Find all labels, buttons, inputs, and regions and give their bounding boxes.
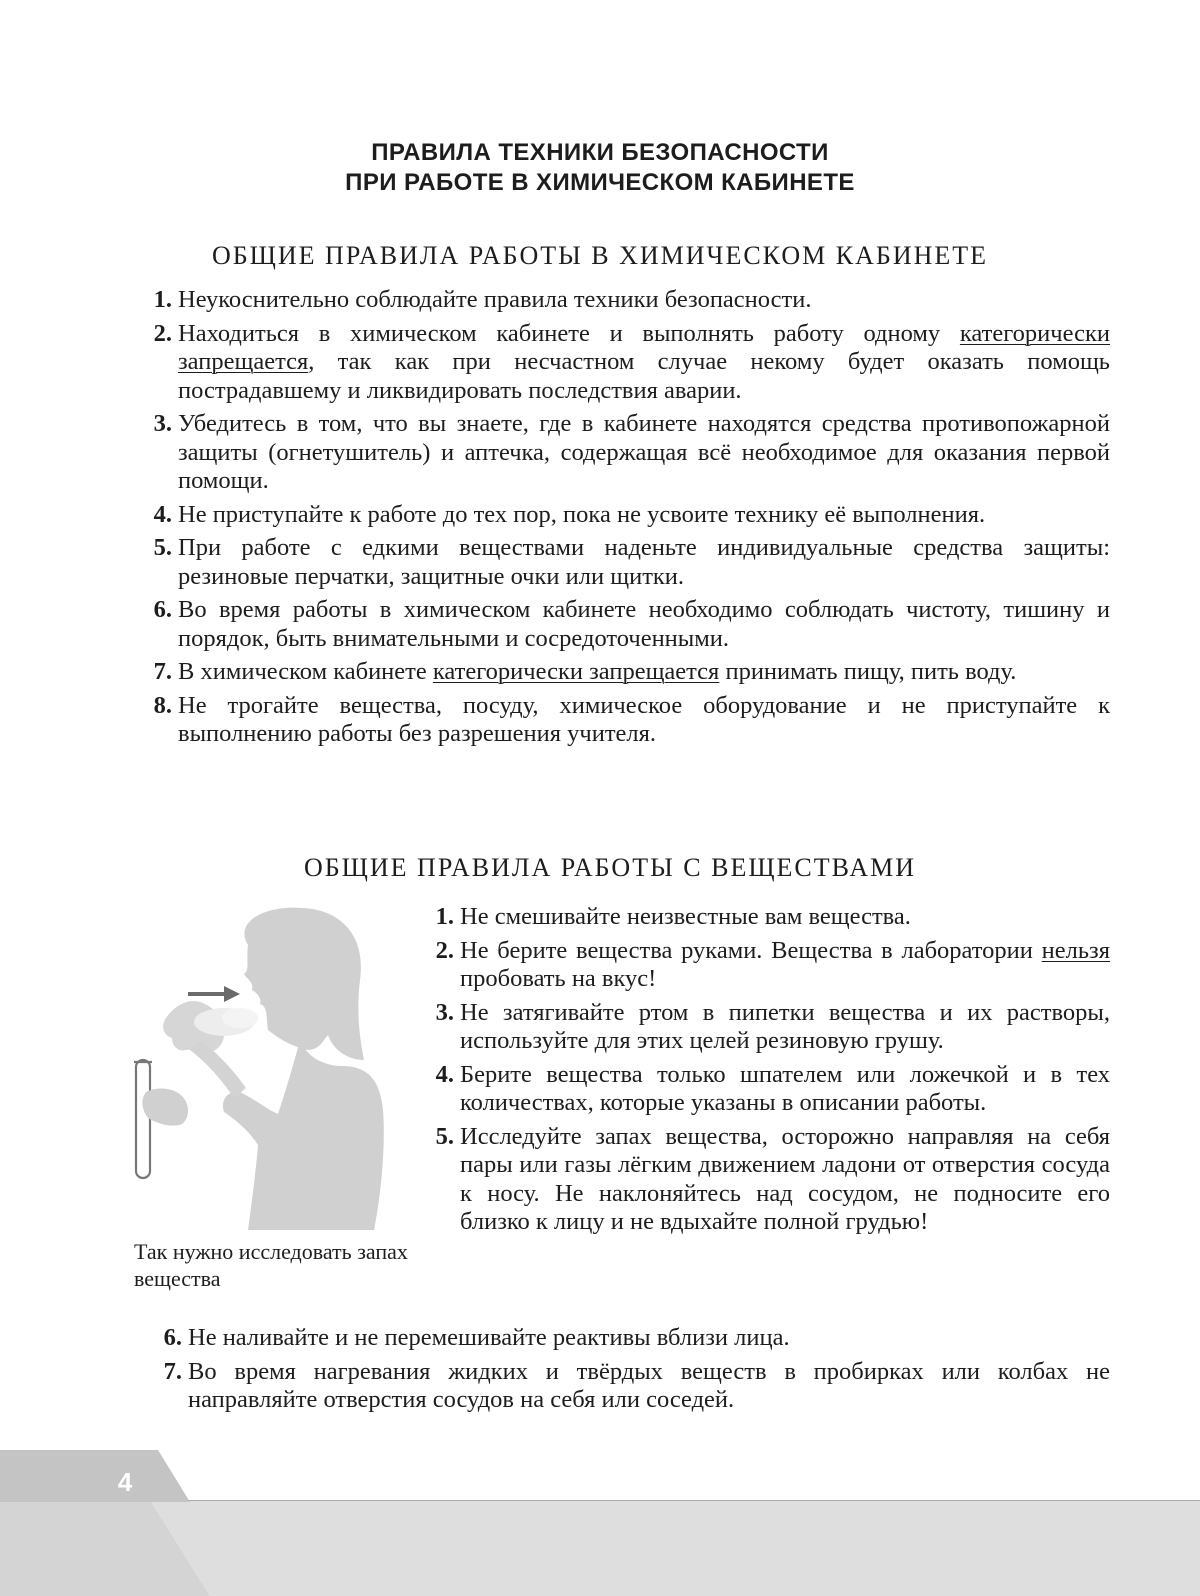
emphasis-underline: категорически запрещается bbox=[178, 319, 1110, 375]
page-number: 4 bbox=[117, 1467, 133, 1497]
list-item-text: Во время нагревания жидких и твёрдых веществ в пробирках или колбах не направляйте отверстия сосудов на себя или соседей. bbox=[188, 1357, 1110, 1413]
list-item-number: 2. bbox=[153, 319, 172, 347]
emphasis-underline: категорически запрещается bbox=[432, 658, 720, 685]
arrow-icon bbox=[188, 986, 240, 1002]
list-item-text: Неукоснительно соблюдайте правила техники безопасности. bbox=[178, 286, 812, 313]
list-item-text: Убедитесь в том, что вы знаете, где в кабинете находятся средства противопожарной защиты (огнетушитель) и аптечка, содержащая всё необходимое для оказания первой помощи. bbox=[178, 410, 1110, 494]
list-item-text: Не трогайте вещества, посуду, химическое оборудование и не приступайте к выполнению работы без разрешения учителя. bbox=[178, 691, 1110, 747]
list-item-number: 3. bbox=[153, 410, 172, 437]
list-item-text: Исследуйте запах вещества, осторожно направляя на себя пары или газы лёгким движением ладони от отверстия сосуда к носу. Не наклоняйтесь над сосудом, не подносите его близко к лицу и не вдыхайте полной грудью! bbox=[460, 1122, 1110, 1235]
figure-caption: Так нужно исследовать запах вещества bbox=[134, 1239, 408, 1291]
list-item bbox=[153, 319, 1110, 406]
list-item bbox=[163, 1324, 1110, 1353]
page-title bbox=[0, 138, 1200, 198]
list-item-text: Во время работы в химическом кабинете необходимо соблюдать чистоту, тишину и порядок, быть внимательными и сосредоточенными. bbox=[178, 596, 1110, 652]
list-item bbox=[435, 903, 1110, 932]
list-item bbox=[435, 1060, 1110, 1118]
list-item-text: Не затягивайте ртом в пипетки вещества и их растворы, используйте для этих целей резиновую грушу. bbox=[460, 998, 1110, 1054]
list-item-text: Не наливайте и не перемешивайте реактивы вблизи лица. bbox=[188, 1324, 790, 1351]
list-item-number: 4. bbox=[153, 500, 172, 528]
list-item-text: Не приступайте к работе до тех пор, пока не усвоите технику её выполнения. bbox=[178, 500, 986, 528]
list-item-number: 5. bbox=[435, 1122, 454, 1150]
list-item-text: В химическом кабинете категорически запрещается принимать пищу, пить воду. bbox=[178, 658, 1017, 685]
list-item-text: При работе с едкими веществами наденьте индивидуальные средства защиты: резиновые перчатки, защитные очки или щитки. bbox=[178, 534, 1110, 590]
list-item-number: 6. bbox=[163, 1324, 182, 1351]
list-item bbox=[153, 410, 1110, 496]
head-silhouette bbox=[244, 908, 364, 1060]
emphasis-underline: нельзя bbox=[1041, 936, 1110, 964]
list-item-number: 1. bbox=[435, 903, 454, 930]
list-item-number: 4. bbox=[435, 1060, 454, 1088]
list-item-text: Находиться в химическом кабинете и выполнять работу одному категорически запрещается, так как при несчастном случае некому будет оказать помощь пострадавшему и ликвидировать последствия аварии. bbox=[178, 319, 1110, 404]
list-item-number: 5. bbox=[153, 534, 172, 561]
footer-band bbox=[0, 1500, 1200, 1596]
list-item bbox=[153, 286, 1110, 315]
substance-rules-list-beside-figure bbox=[435, 903, 1110, 1242]
section-heading-lab-rules: ОБЩИЕ ПРАВИЛА РАБОТЫ В ХИМИЧЕСКОМ КАБИНЕТЕ bbox=[211, 241, 989, 270]
page-title-line-2: ПРИ РАБОТЕ В ХИМИЧЕСКОМ КАБИНЕТЕ bbox=[345, 169, 855, 196]
list-item bbox=[435, 1122, 1110, 1237]
list-item bbox=[435, 936, 1110, 994]
list-item-number: 1. bbox=[153, 286, 172, 313]
list-item bbox=[153, 500, 1110, 530]
list-item-text: Не берите вещества руками. Вещества в лаборатории нельзя пробовать на вкус! bbox=[460, 936, 1110, 992]
page-title-line-1: ПРАВИЛА ТЕХНИКИ БЕЗОПАСНОСТИ bbox=[371, 139, 829, 166]
list-item bbox=[435, 998, 1110, 1056]
smelling-technique-illustration bbox=[128, 900, 410, 1230]
list-item-text: Не смешивайте неизвестные вам вещества. bbox=[460, 903, 911, 930]
list-item-number: 3. bbox=[435, 998, 454, 1026]
list-item bbox=[153, 658, 1110, 687]
list-item-number: 7. bbox=[153, 658, 172, 685]
list-item-number: 6. bbox=[153, 596, 172, 623]
list-item-text: Берите вещества только шпателем или ложечкой и в тех количествах, которые указаны в описании работы. bbox=[460, 1060, 1110, 1116]
list-item-number: 8. bbox=[153, 691, 172, 719]
body-silhouette bbox=[223, 1040, 384, 1230]
list-item bbox=[153, 691, 1110, 749]
test-tube-icon bbox=[136, 1060, 150, 1178]
forearm-silhouette bbox=[190, 1040, 246, 1098]
list-item bbox=[163, 1357, 1110, 1415]
substance-rules-list-full-width bbox=[163, 1324, 1110, 1420]
lab-rules-list bbox=[153, 286, 1110, 754]
silhouette-figure bbox=[128, 900, 410, 1230]
list-item-number: 2. bbox=[435, 936, 454, 964]
list-item bbox=[153, 534, 1110, 591]
section-heading-substance-rules: ОБЩИЕ ПРАВИЛА РАБОТЫ С ВЕЩЕСТВАМИ bbox=[303, 853, 917, 882]
list-item bbox=[153, 596, 1110, 653]
list-item-number: 7. bbox=[163, 1357, 182, 1385]
